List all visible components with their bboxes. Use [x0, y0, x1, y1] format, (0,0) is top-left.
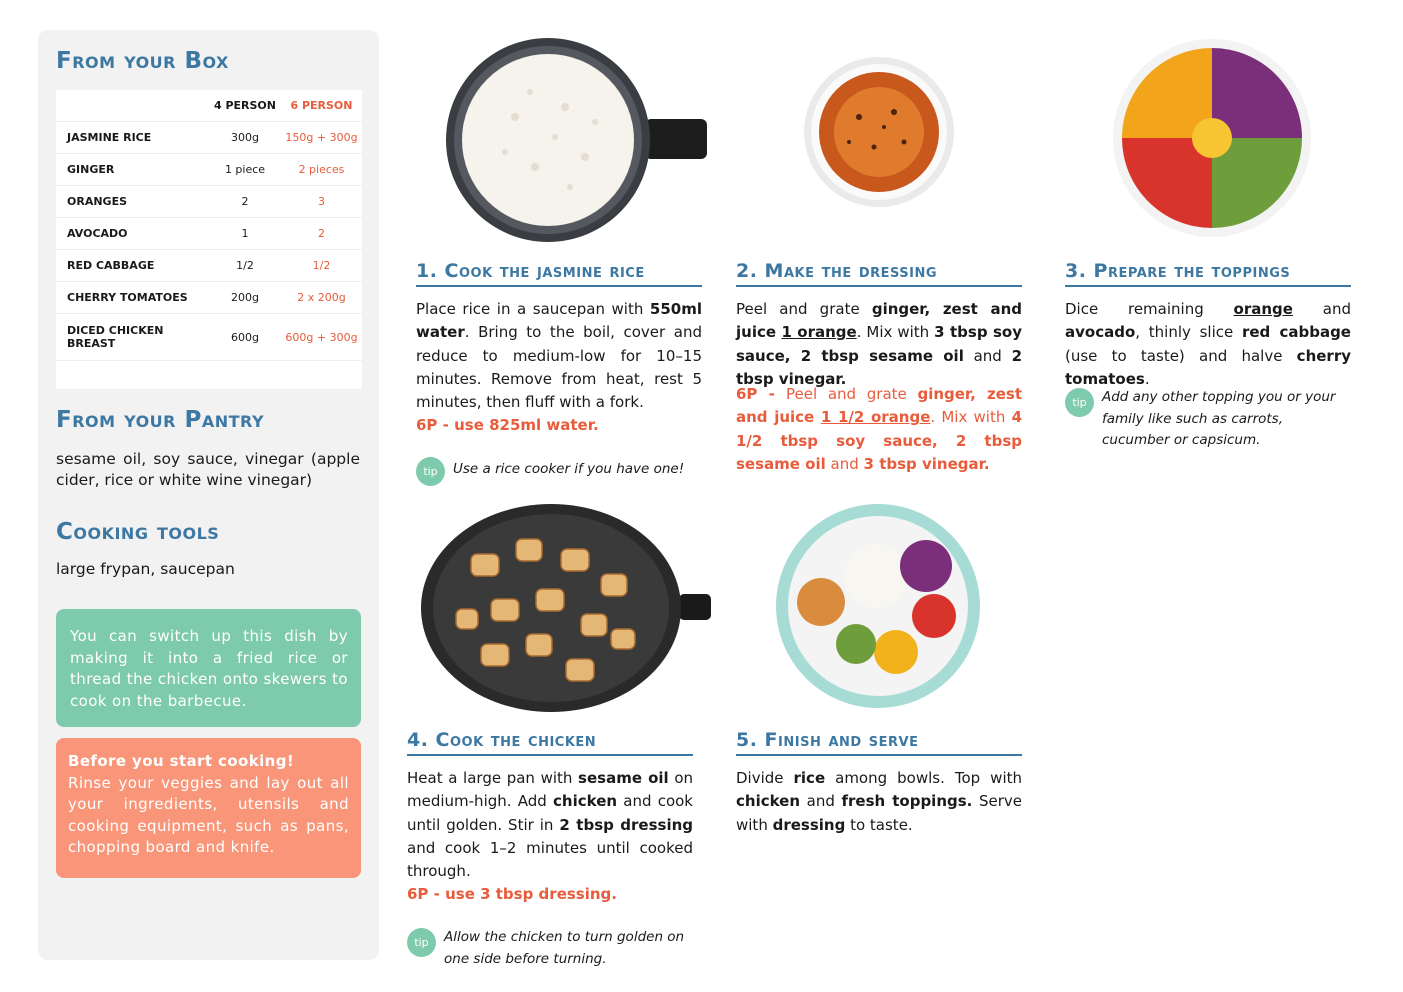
step-1-tip	[416, 456, 706, 486]
step-3-tip	[1065, 387, 1353, 452]
step-text-bold: 2 tbsp vinegar.	[736, 346, 1022, 388]
table-row	[56, 218, 362, 250]
step-text: . Mix with	[930, 408, 1012, 427]
step-4-tip	[407, 927, 697, 970]
step-text: on medium-high. Add	[407, 769, 694, 811]
step-text-bold: dressing	[772, 815, 846, 834]
dressing-bowl-image	[799, 57, 959, 207]
step-text: , thinly slice	[1135, 323, 1242, 342]
before-you-start-heading: Before you start cooking!	[68, 752, 295, 770]
ingredient-name: ORANGES	[56, 186, 209, 218]
step-text-bold: 4 1/2 tbsp soy sauce, 2 tbsp sesame oil	[736, 408, 1022, 473]
step-2-6p-note	[736, 383, 1022, 476]
step-text: Peel and grate	[736, 300, 872, 318]
ingredient-qty-4: 1	[209, 218, 281, 250]
step-2-body	[736, 298, 1022, 391]
step-text-bold: ginger, zest and juice	[736, 385, 1022, 427]
step-5-title: 5. Finish and serve	[736, 727, 1022, 756]
step-text: and	[800, 792, 842, 811]
table-header-row	[56, 90, 362, 122]
step-text-bold: chicken	[736, 792, 801, 811]
cooking-tools-text: large frypan, saucepan	[56, 560, 235, 578]
step-text-bold: cherry tomatoes	[1065, 346, 1351, 388]
ingredient-name: DICED CHICKEN BREAST	[56, 314, 209, 361]
ingredient-qty-4: 1 piece	[209, 154, 281, 186]
ingredient-qty-4: 1/2	[209, 250, 281, 282]
ingredient-name: JASMINE RICE	[56, 122, 209, 154]
step-text-underlined: 1 orange	[781, 323, 857, 342]
ingredient-qty-6: 2 pieces	[281, 154, 362, 186]
step-text: and	[1292, 300, 1351, 318]
table-row	[56, 314, 362, 361]
step-text: and	[825, 454, 864, 473]
step-text: . Mix with	[856, 323, 935, 342]
step-text-bold: ginger, zest and juice	[736, 300, 1022, 342]
tip-badge: tip	[1065, 388, 1094, 417]
step-1-6p-note: 6P - use 825ml water.	[416, 416, 599, 435]
step-text: (use to taste) and halve	[1065, 346, 1297, 365]
table-row	[56, 186, 362, 218]
step-4-6p-note: 6P - use 3 tbsp dressing.	[407, 885, 617, 904]
rice-saucepan-image	[445, 37, 707, 243]
step-1-title: 1. Cook the jasmine rice	[416, 258, 702, 287]
ingredient-qty-6: 150g + 300g	[281, 122, 362, 154]
step-text-bold: rice	[793, 769, 826, 787]
ingredient-qty-4: 300g	[209, 122, 281, 154]
step-text-bold: 550ml water	[416, 300, 702, 342]
ingredients-sidebar	[38, 30, 379, 960]
ingredient-qty-6: 600g + 300g	[281, 314, 362, 361]
step-text: .	[1144, 369, 1150, 388]
ingredient-name: AVOCADO	[56, 218, 209, 250]
step-5-body	[736, 767, 1022, 837]
table-row-empty	[56, 361, 362, 390]
ingredient-qty-6: 1/2	[281, 250, 362, 282]
step-text-bold: fresh toppings.	[841, 792, 973, 811]
tip-text: Use a rice cooker if you have one!	[453, 461, 685, 477]
step-text: and cook 1–2 minutes until cooked through.	[407, 838, 693, 881]
ingredients-table	[56, 90, 362, 389]
step-text: and cook until golden. Stir in	[407, 792, 693, 834]
step-text: Serve with	[736, 792, 1023, 834]
step-text: and	[963, 346, 1012, 365]
step-text-underlined: orange	[1233, 300, 1293, 318]
cooking-tools-title: Cooking tools	[56, 519, 220, 545]
ingredient-qty-6: 3	[281, 186, 362, 218]
step-text: Dice remaining	[1065, 300, 1234, 318]
pantry-text: sesame oil, soy sauce, vinegar (apple cider, rice or white wine vinegar)	[56, 450, 360, 489]
step-4-title: 4. Cook the chicken	[407, 727, 693, 756]
variation-note: You can switch up this dish by making it into a fried rice or thread the chicken onto skewers to cook on the barbecue.	[56, 609, 361, 727]
step-text-bold: 3 tbsp vinegar.	[863, 454, 990, 473]
ingredient-qty-4: 600g	[209, 314, 281, 361]
step-text: to taste.	[845, 815, 913, 834]
step-text: Peel and grate	[785, 385, 918, 403]
step-text: Divide	[736, 769, 794, 787]
step-2-title: 2. Make the dressing	[736, 258, 1022, 287]
chicken-frypan-image	[421, 504, 711, 712]
step-text: . Bring to the boil, cover and reduce to medium-low for 10–15 minutes. Remove from heat, rest 5 minutes, then fluff with a fork.	[416, 323, 702, 412]
sixp-label: 6P -	[736, 385, 786, 403]
table-row	[56, 250, 362, 282]
step-text-bold: sesame oil	[578, 769, 669, 787]
step-text-bold: red cabbage	[1241, 323, 1351, 342]
step-1-body	[416, 298, 702, 438]
table-header-blank	[56, 90, 209, 122]
step-3-body	[1065, 298, 1351, 391]
step-text-bold: chicken	[553, 792, 618, 811]
tip-text: Allow the chicken to turn golden on one side before turning.	[444, 929, 685, 967]
step-text: among bowls. Top with	[825, 769, 1022, 787]
step-4-body	[407, 767, 693, 907]
before-you-start-note	[56, 738, 361, 878]
from-your-box-title: From your Box	[56, 48, 229, 74]
step-text-bold: 2 tbsp dressing	[559, 815, 693, 834]
toppings-bowl-image	[1110, 38, 1314, 238]
tip-text: Add any other topping you or your family like such as carrots, cucumber or capsicum.	[1102, 389, 1336, 448]
step-3-title: 3. Prepare the toppings	[1065, 258, 1351, 287]
table-row	[56, 154, 362, 186]
finished-bowl-image	[776, 504, 980, 708]
step-text: Place rice in a saucepan with	[416, 300, 650, 318]
from-your-pantry-title: From your Pantry	[56, 407, 265, 433]
step-text-bold: avocado	[1065, 323, 1136, 342]
step-text: Heat a large pan with	[407, 769, 579, 787]
ingredient-qty-6: 2 x 200g	[281, 282, 362, 314]
step-text-underlined: 1 1/2 orange	[820, 408, 931, 427]
ingredient-name: GINGER	[56, 154, 209, 186]
table-header-6-person: 6 PERSON	[281, 90, 362, 122]
table-header-4-person: 4 PERSON	[209, 90, 281, 122]
before-you-start-text: Rinse your veggies and lay out all your ingredients, utensils and cooking equipment, such as pans, chopping board and knife.	[68, 773, 349, 857]
ingredient-qty-4: 200g	[209, 282, 281, 314]
ingredient-qty-6: 2	[281, 218, 362, 250]
tip-badge: tip	[407, 928, 436, 957]
ingredient-name: CHERRY TOMATOES	[56, 282, 209, 314]
ingredient-name: RED CABBAGE	[56, 250, 209, 282]
table-row	[56, 122, 362, 154]
ingredient-qty-4: 2	[209, 186, 281, 218]
table-row	[56, 282, 362, 314]
tip-badge: tip	[416, 457, 445, 486]
step-text-bold: 3 tbsp soy sauce, 2 tbsp sesame oil	[736, 323, 1022, 365]
